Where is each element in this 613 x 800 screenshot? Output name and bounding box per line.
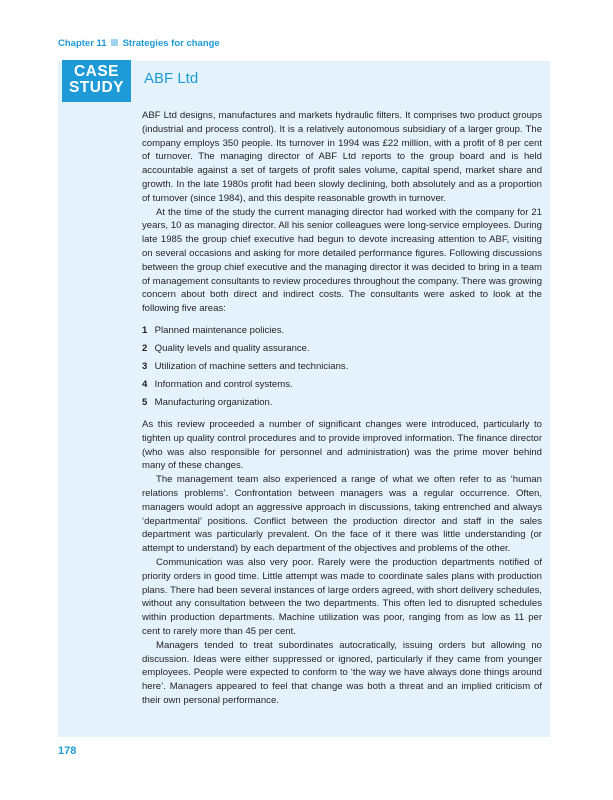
running-head — [58, 38, 220, 49]
list-item — [142, 340, 542, 358]
list-number: 2 — [142, 342, 148, 354]
list-number: 3 — [142, 360, 148, 372]
list-number: 1 — [142, 324, 148, 336]
case-study-badge — [62, 60, 131, 102]
page-number: 178 — [58, 745, 77, 757]
paragraph: Communication was also very poor. Rarely were the production departments notified of priority orders in good time. Little attempt was made to coordinate sales plans with production plans. There had been several instances of large orders agreed, with short delivery schedules, without any consultation between the two departments. This often led to disrupted schedules within production departments. Machine utilization was poor, ranging from as low as 11 per cent to rarely more than 45 per cent. — [142, 556, 542, 637]
list-text: Utilization of machine setters and technicians. — [154, 360, 349, 372]
list-number: 5 — [142, 396, 148, 408]
case-title: ABF Ltd — [144, 70, 199, 87]
paragraph: ABF Ltd designs, manufactures and markets hydraulic filters. It comprises two product groups (industrial and process control). It is a relatively autonomous subsidiary of a larger group. The company employs 350 people. Its turnover in 1994 was £22 million, with a profit of 8 per cent of turnover. The managing director of ABF Ltd reports to the group board and is held accountable against a set of targets of profit sales volume, capital spend, market share and growth. In the late 1980s profit had been slowly declining, both absolutely and as a proportion of turnover (since 1984), and this despite reasonable growth in turnover. — [142, 110, 542, 204]
list-text: Manufacturing organization. — [154, 396, 273, 408]
list-item — [142, 322, 542, 340]
list-text: Planned maintenance policies. — [154, 324, 285, 336]
case-badge-line2: STUDY — [68, 79, 125, 96]
list-item — [142, 376, 542, 394]
section-label: Strategies for change — [122, 38, 220, 49]
paragraph: Managers tended to treat subordinates autocratically, issuing orders but allowing no discussion. Ideas were either suppressed or ignored, particularly if they came from younger employees. People were expected to conform to ‘the way we have always done things around here’. Managers appeared to feel that change was both a threat and an implied criticism of their own personal performance. — [142, 639, 542, 706]
separator-square-icon — [111, 39, 118, 46]
list-item — [142, 358, 542, 376]
paragraph: The management team also experienced a range of what we often refer to as ‘human relations problems’. Confrontation between managers was a regular occurrence. Often, managers would adopt an aggressive approach in discussions, taking entrenched and always ‘departmental’ positions. Conflict between the production director and staff in the sales department was particularly prevalent. On the face of it there was little understanding (or attempt to understand) by each department of the objectives and problems of the other. — [142, 474, 542, 555]
chapter-label: Chapter 11 — [58, 38, 107, 49]
case-badge-line1: CASE — [73, 63, 120, 80]
paragraph: At the time of the study the current managing director had worked with the company for 21 years, 10 as managing director. All his senior colleagues were long-service employees. During late 1985 the group chief executive had begun to devote increasing attention to ABF, visiting on several occasions and asking for more detailed performance figures. Following discussions between the group chief executive and the managing director it was decided to bring in a team of management consultants to review procedures throughout the company. There was growing concern about both direct and indirect costs. The consultants were asked to look at the following five areas: — [142, 206, 542, 315]
list-item — [142, 394, 542, 412]
list-text: Information and control systems. — [154, 378, 293, 390]
list-text: Quality levels and quality assurance. — [154, 342, 310, 354]
focus-area-list — [142, 322, 542, 412]
paragraph: As this review proceeded a number of significant changes were introduced, particularly to tighten up quality control procedures and to provide improved information. The finance director (who was also responsible for personnel and administration) was the prime mover behind many of these changes. — [142, 418, 542, 472]
list-number: 4 — [142, 378, 148, 390]
case-body — [142, 109, 542, 708]
